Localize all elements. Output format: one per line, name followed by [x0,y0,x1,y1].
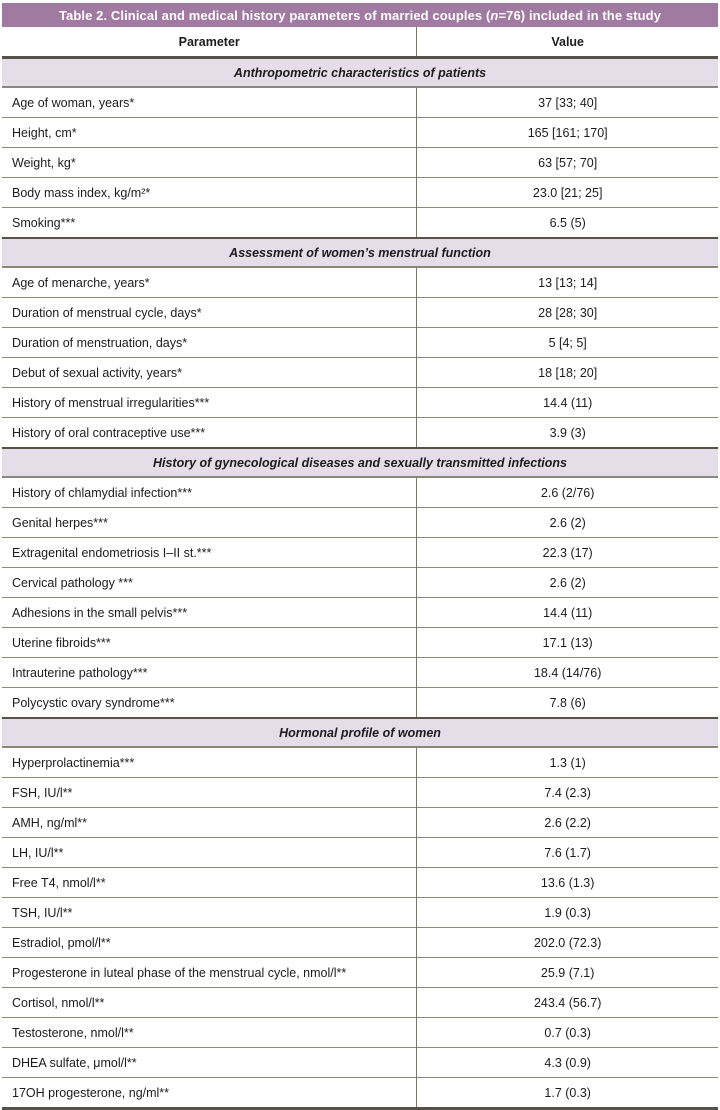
section-title: History of gynecological diseases and sexually transmitted infections [2,448,718,477]
table-row [2,958,718,988]
parameter-cell: TSH, IU/l** [2,898,417,928]
parameter-cell: Uterine fibroids*** [2,628,417,658]
value-cell: 14.4 (11) [417,388,718,418]
value-cell: 63 [57; 70] [417,148,718,178]
parameter-cell: History of menstrual irregularities*** [2,388,417,418]
parameter-cell: Age of woman, years* [2,87,417,118]
section-header-row [2,718,718,747]
table-row [2,808,718,838]
table-title-n-italic: n [490,7,499,23]
section-title: Anthropometric characteristics of patients [2,58,718,88]
section-header-row [2,238,718,267]
table-row [2,988,718,1018]
parameter-cell: Cervical pathology *** [2,568,417,598]
parameter-cell: Extragenital endometriosis I–II st.*** [2,538,417,568]
value-cell: 13 [13; 14] [417,267,718,298]
table-row [2,298,718,328]
parameter-cell: Progesterone in luteal phase of the menstrual cycle, nmol/l** [2,958,417,988]
value-cell: 7.4 (2.3) [417,778,718,808]
value-cell: 202.0 (72.3) [417,928,718,958]
value-cell: 13.6 (1.3) [417,868,718,898]
parameter-cell: Body mass index, kg/m²* [2,178,417,208]
parameter-cell: Adhesions in the small pelvis*** [2,598,417,628]
value-cell: 243.4 (56.7) [417,988,718,1018]
value-cell: 17.1 (13) [417,628,718,658]
column-header-parameter: Parameter [2,27,417,58]
table-row [2,1018,718,1048]
table-row [2,778,718,808]
table-row [2,688,718,719]
value-cell: 25.9 (7.1) [417,958,718,988]
value-cell: 37 [33; 40] [417,87,718,118]
table-row [2,208,718,239]
value-cell: 1.7 (0.3) [417,1078,718,1109]
parameter-cell: Debut of sexual activity, years* [2,358,417,388]
table-title-post: =76) included in the study [498,7,662,23]
value-cell: 2.6 (2) [417,568,718,598]
value-cell: 2.6 (2/76) [417,477,718,508]
section-title: Assessment of women’s menstrual function [2,238,718,267]
table-row [2,628,718,658]
value-cell: 23.0 [21; 25] [417,178,718,208]
section-header-row [2,448,718,477]
table-row [2,267,718,298]
table-title-pre: Table 2. Clinical and medical history parameters of married couples ( [58,7,491,23]
table-title [59,8,661,23]
parameter-cell: Polycystic ovary syndrome*** [2,688,417,719]
parameter-cell: Age of menarche, years* [2,267,417,298]
parameter-cell: AMH, ng/ml** [2,808,417,838]
table-row [2,178,718,208]
table-row [2,1048,718,1078]
parameters-table [2,27,718,1110]
parameter-cell: Hyperprolactinemia*** [2,747,417,778]
table-row [2,418,718,449]
parameter-cell: Weight, kg* [2,148,417,178]
table-row [2,568,718,598]
parameter-cell: History of oral contraceptive use*** [2,418,417,449]
table-row [2,148,718,178]
value-cell: 14.4 (11) [417,598,718,628]
table-row [2,658,718,688]
value-cell: 3.9 (3) [417,418,718,449]
parameter-cell: Genital herpes*** [2,508,417,538]
parameter-cell: Estradiol, pmol/l** [2,928,417,958]
value-cell: 7.6 (1.7) [417,838,718,868]
value-cell: 18 [18; 20] [417,358,718,388]
value-cell: 4.3 (0.9) [417,1048,718,1078]
parameter-cell: Intrauterine pathology*** [2,658,417,688]
table-row [2,358,718,388]
table-row [2,598,718,628]
table-row [2,1078,718,1109]
parameter-cell: Cortisol, nmol/l** [2,988,417,1018]
table-row [2,477,718,508]
value-cell: 5 [4; 5] [417,328,718,358]
table-row [2,538,718,568]
parameter-cell: Height, cm* [2,118,417,148]
table-row [2,928,718,958]
table-row [2,87,718,118]
parameter-cell: DHEA sulfate, μmol/l** [2,1048,417,1078]
value-cell: 2.6 (2) [417,508,718,538]
table-body [2,58,718,1109]
value-cell: 6.5 (5) [417,208,718,239]
table-row [2,838,718,868]
section-header-row [2,58,718,88]
table-row [2,898,718,928]
value-cell: 1.3 (1) [417,747,718,778]
parameter-cell: Smoking*** [2,208,417,239]
parameter-cell: Free T4, nmol/l** [2,868,417,898]
value-cell: 1.9 (0.3) [417,898,718,928]
parameter-cell: Duration of menstrual cycle, days* [2,298,417,328]
table-row [2,747,718,778]
table-row [2,328,718,358]
value-cell: 2.6 (2.2) [417,808,718,838]
parameter-cell: LH, IU/l** [2,838,417,868]
table-row [2,868,718,898]
column-header-value: Value [417,27,718,58]
section-title: Hormonal profile of women [2,718,718,747]
table-header-row [2,27,718,58]
value-cell: 7.8 (6) [417,688,718,719]
parameter-cell: History of chlamydial infection*** [2,477,417,508]
value-cell: 18.4 (14/76) [417,658,718,688]
parameter-cell: FSH, IU/l** [2,778,417,808]
table-row [2,388,718,418]
parameter-cell: Testosterone, nmol/l** [2,1018,417,1048]
table-row [2,118,718,148]
table-row [2,508,718,538]
value-cell: 0.7 (0.3) [417,1018,718,1048]
value-cell: 22.3 (17) [417,538,718,568]
parameter-cell: Duration of menstruation, days* [2,328,417,358]
table-title-bar [2,3,718,27]
value-cell: 28 [28; 30] [417,298,718,328]
parameter-cell: 17OH progesterone, ng/ml** [2,1078,417,1109]
value-cell: 165 [161; 170] [417,118,718,148]
